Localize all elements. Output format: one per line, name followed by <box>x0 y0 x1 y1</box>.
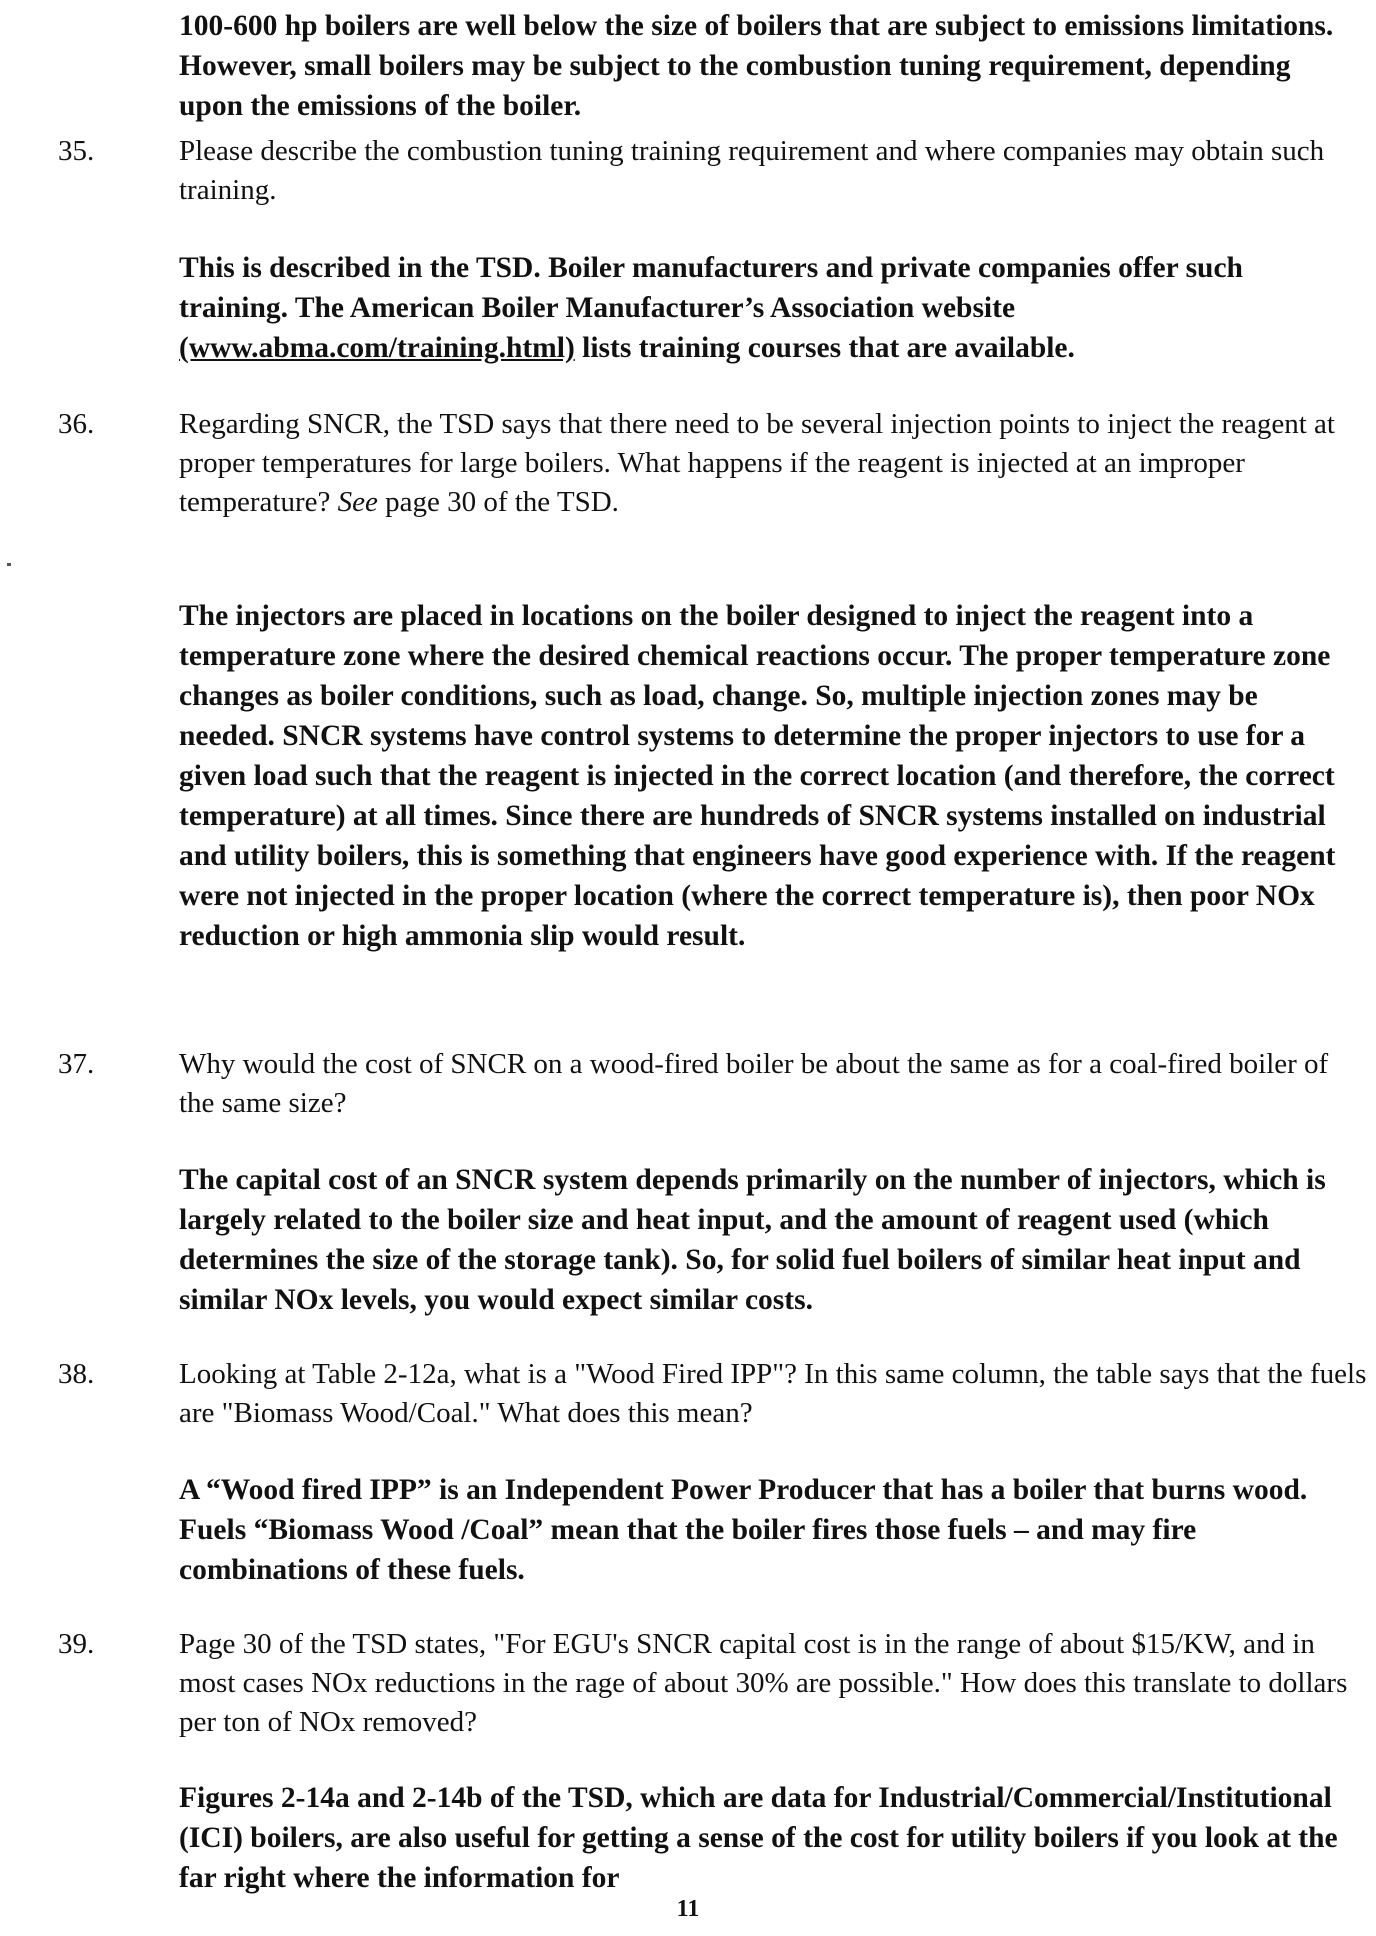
question-36 <box>58 405 1368 525</box>
answer-38: A “Wood fired IPP” is an Independent Power Producer that has a boiler that burns wood. Fuels “Biomass Wood /Coal” mean that the boiler fires those fuels – and may fire combinations of these fuels. <box>179 1474 1308 1586</box>
question-number: 39. <box>58 1628 95 1660</box>
question-39 <box>58 1625 1368 1745</box>
question-35 <box>58 132 1368 212</box>
question-38 <box>58 1355 1368 1435</box>
answer-text-end: lists training courses that are available. <box>574 332 1075 364</box>
answer-35 <box>179 248 1359 368</box>
question-number: 37. <box>58 1048 95 1080</box>
answer-39: Figures 2-14a and 2-14b of the TSD, which are data for Industrial/Commercial/Institutional (ICI) boilers, are also useful for getting a sense of the cost for utility boilers if you look at the far right where the information for <box>179 1782 1338 1894</box>
see-reference: See <box>337 486 378 518</box>
intro-answer: 100-600 hp boilers are well below the size of boilers that are subject to emissions limitations. However, small boilers may be subject to the combustion tuning requirement, depending upon the emissions of the boiler. <box>179 10 1334 122</box>
question-text: Page 30 of the TSD states, "For EGU's SNCR capital cost is in the range of about $15/KW, and in most cases NOx reductions in the rage of about 30% are possible." How does this translate to dollars per ton of NOx removed? <box>179 1628 1348 1738</box>
question-number: 36. <box>58 408 95 440</box>
page-number: 11 <box>676 1896 700 1922</box>
question-text: Looking at Table 2-12a, what is a "Wood Fired IPP"? In this same column, the table says that the fuels are "Biomass Wood/Coal." What does this mean? <box>179 1358 1367 1429</box>
question-text: Why would the cost of SNCR on a wood-fired boiler be about the same as for a coal-fired boiler of the same size? <box>179 1048 1329 1119</box>
question-number: 38. <box>58 1358 95 1390</box>
question-number: 35. <box>58 135 95 167</box>
abma-training-link[interactable]: (www.abma.com/training.html) <box>179 332 575 364</box>
scan-mark <box>7 563 11 566</box>
question-37 <box>58 1045 1368 1125</box>
answer-text: This is described in the TSD. Boiler manufacturers and private companies offer such training. The American Boiler Manufacturer’s Association website <box>179 252 1243 324</box>
answer-36: The injectors are placed in locations on the boiler designed to inject the reagent into a temperature zone where the desired chemical reactions occur. The proper temperature zone changes as boiler conditions, such as load, change. So, multiple injection zones may be needed. SNCR systems have control systems to determine the proper injectors to use for a given load such that the reagent is injected in the correct location (and therefore, the correct temperature) at all times. Since there are hundreds of SNCR systems installed on industrial and utility boilers, this is something that engineers have good experience with. If the reagent were not injected in the proper location (where the correct temperature is), then poor NOx reduction or high ammonia slip would result. <box>179 600 1336 952</box>
question-text: Please describe the combustion tuning training requirement and where companies may obtain such training. <box>179 135 1325 206</box>
question-text: Regarding SNCR, the TSD says that there need to be several injection points to inject the reagent at proper temperatures for large boilers. What happens if the reagent is injected at an improper temperature? See page 30 of the TSD. <box>179 408 1335 518</box>
answer-37: The capital cost of an SNCR system depends primarily on the number of injectors, which is largely related to the boiler size and heat input, and the amount of reagent used (which determines the size of the storage tank). So, for solid fuel boilers of similar heat input and similar NOx levels, you would expect similar costs. <box>179 1164 1326 1316</box>
